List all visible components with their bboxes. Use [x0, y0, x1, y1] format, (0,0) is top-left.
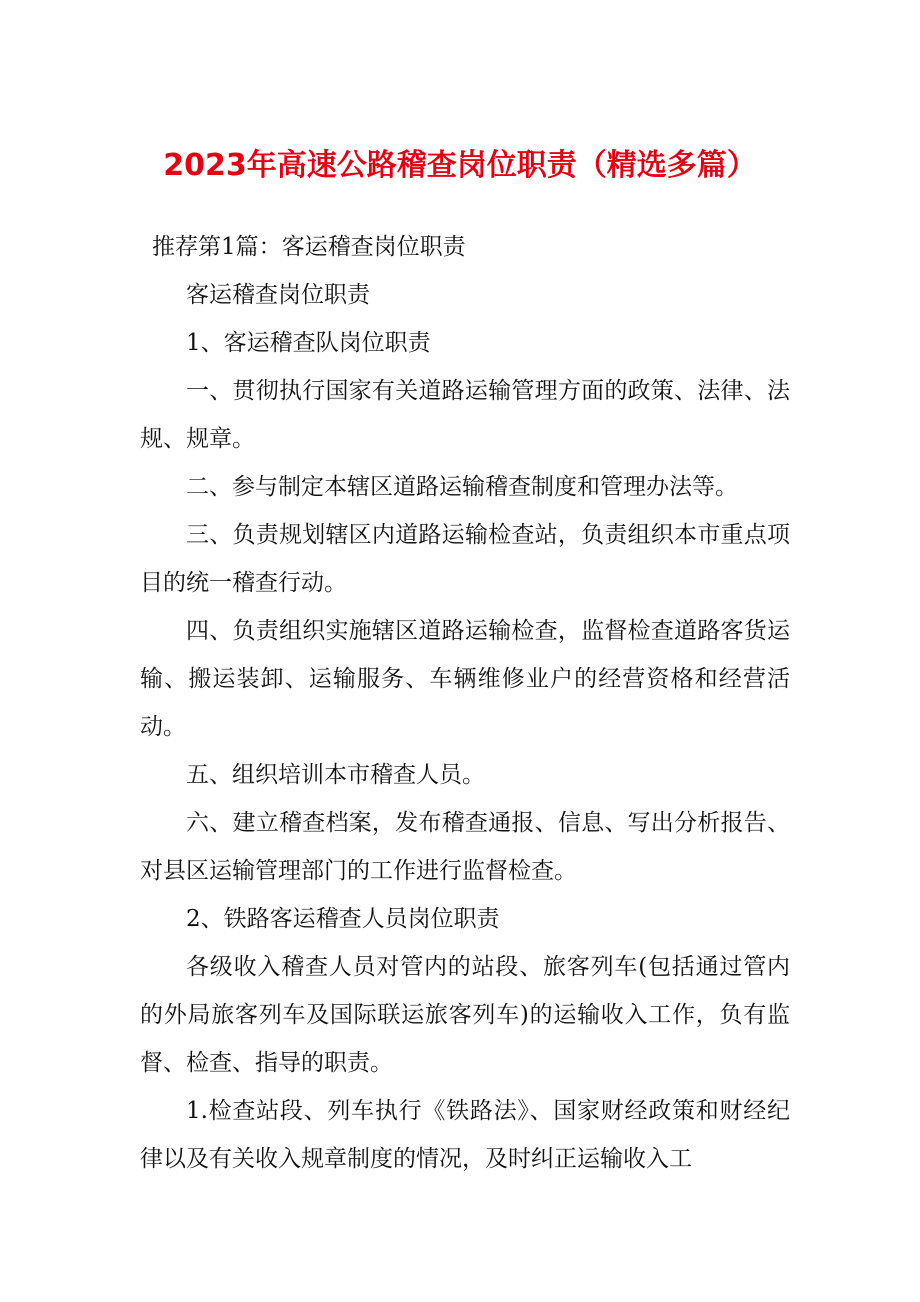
paragraph: 客运稽查岗位职责 [186, 282, 370, 308]
paragraph: 1、客运稽查队岗位职责 [186, 330, 431, 356]
document-body [140, 223, 790, 1183]
paragraph: 三、负责规划辖区内道路运输检查站，负责组织本市重点项目的统一稽查行动。 [140, 522, 790, 596]
paragraph: 六、建立稽查档案，发布稽查通报、信息、写出分析报告、对县区运输管理部门的工作进行监督检查。 [140, 810, 790, 884]
paragraph: 五、组织培训本市稽查人员。 [186, 762, 485, 788]
paragraph: 一、贯彻执行国家有关道路运输管理方面的政策、法律、法规、规章。 [140, 378, 790, 452]
paragraph: 四、负责组织实施辖区道路运输检查，监督检查道路客货运输、搬运装卸、运输服务、车辆维修业户的经营资格和经营活动。 [140, 618, 790, 740]
paragraph: 2、铁路客运稽查人员岗位职责 [186, 906, 500, 932]
document-title: 2023年高速公路稽查岗位职责（精选多篇） [163, 148, 757, 183]
section-heading: 推荐第1篇：客运稽查岗位职责 [152, 234, 466, 260]
paragraph: 1.检查站段、列车执行《铁路法》、国家财经政策和财经纪律以及有关收入规章制度的情况，及时纠正运输收入工 [140, 1098, 790, 1172]
paragraph: 各级收入稽查人员对管内的站段、旅客列车(包括通过管内的外局旅客列车及国际联运旅客列车)的运输收入工作，负有监督、检查、指导的职责。 [140, 954, 790, 1076]
paragraph: 二、参与制定本辖区道路运输稽查制度和管理办法等。 [186, 474, 738, 500]
